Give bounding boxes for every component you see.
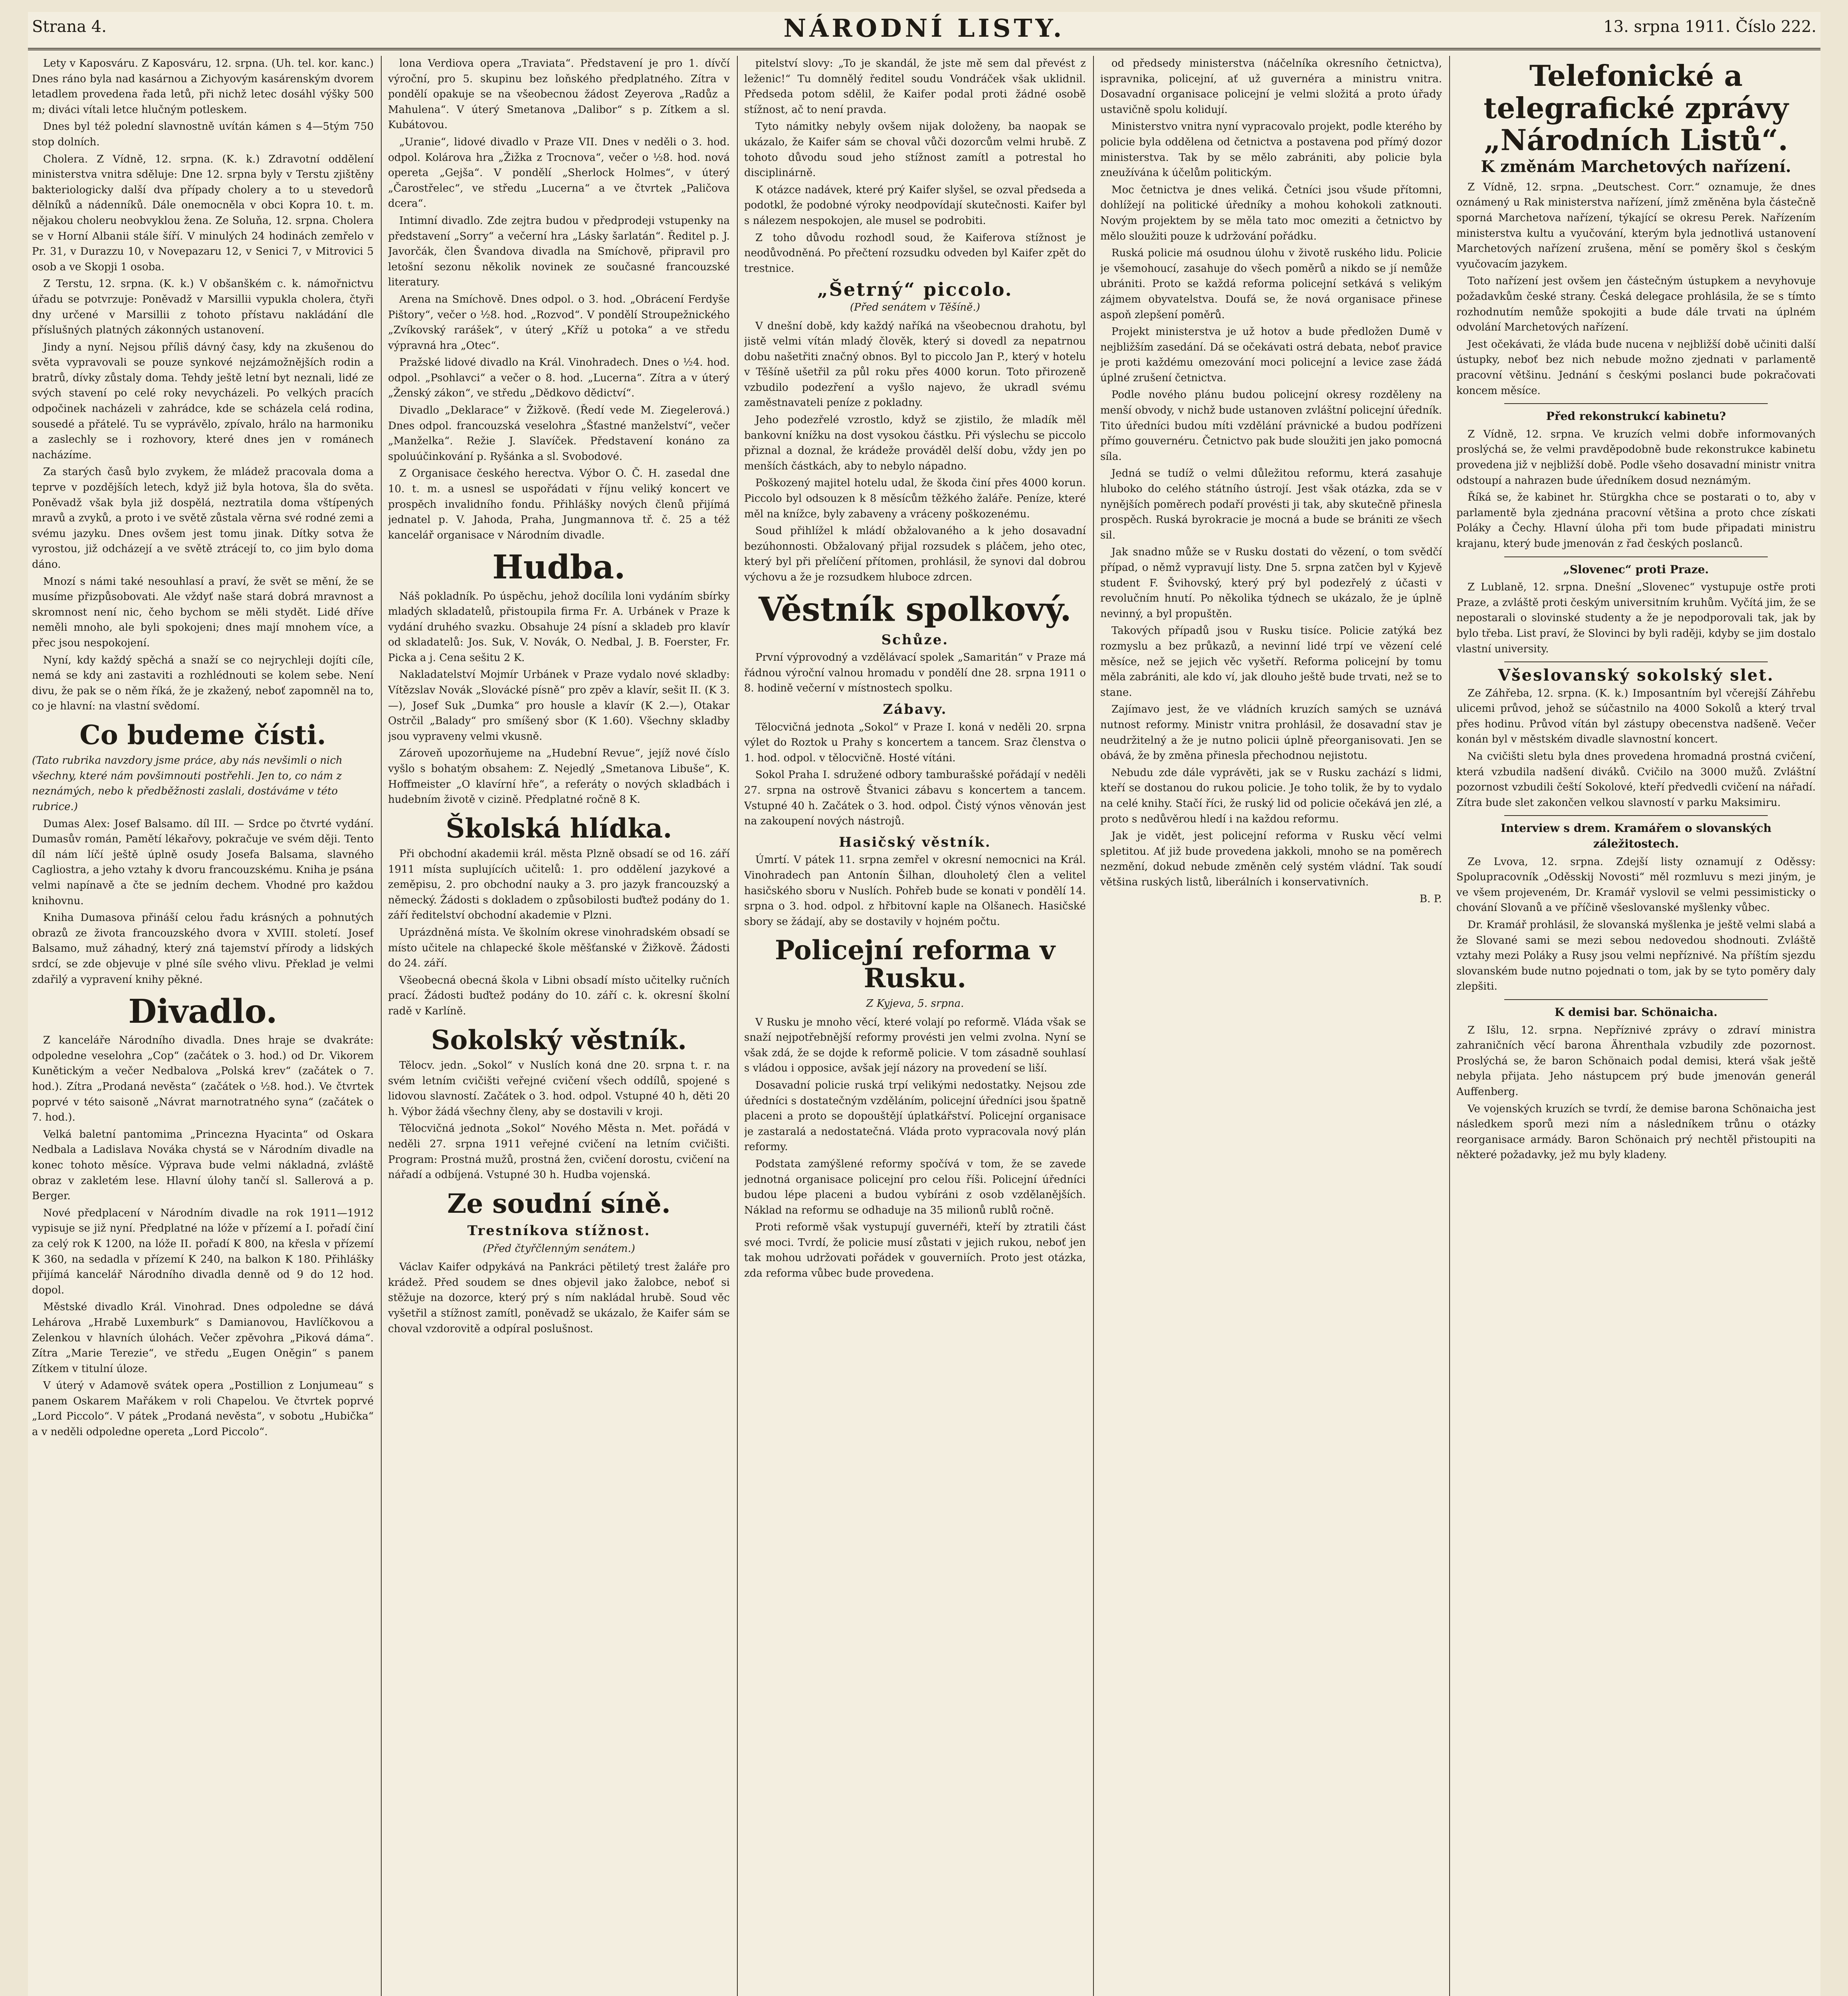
subsection-heading: Hasičský věstník.	[839, 834, 991, 850]
article-paragraph: Nebudu zde dále vyprávěti, jak se v Rusku zachází s lidmi, kteří se dostanou do rukou policie. Je toho tolik, že by to vydalo na celé knihy. Stačí říci, že ruský lid od policie očekává jen zlé, a proto s nedůvěrou hledí i na každou reformu.	[1100, 766, 1442, 825]
article-paragraph: Dnes byl též polední slavnostně uvítán kámen s 4—5tým 750 stop dolních.	[32, 121, 374, 148]
column-2	[388, 56, 730, 1996]
article-paragraph: Ze Lvova, 12. srpna. Zdejší listy oznamují z Oděssy: Spolupracovník „Oděsskij Novosti“ měl rozmluvu s mezi jiným, je ve všem projeveném, Dr. Kramář vyslovil se velmi pessimisticky o chování Slovanů a ve příčině všeslovanské myšlenky vůbec.	[1456, 855, 1816, 914]
article-paragraph: Lety v Kaposváru. Z Kaposváru, 12. srpna. (Uh. tel. kor. kanc.) Dnes ráno byla nad kasárnou a Zichyovým kasárenským dvorem letadlem provedena řada letů, při nichž letec dosáhl výšky 500 m; diváci vítali letce hlučným potleskem.	[32, 57, 374, 116]
article-paragraph: Z Terstu, 12. srpna. (K. k.) V obšanškém c. k. námořnictvu úřadu se potvrzuje: Poněvadž v Marsillii vypukla cholera, čtyři dny určené v Marsillii z tohoto přístavu nakládání dle příslušných platných zákonných ustanovení.	[32, 278, 374, 337]
article-paragraph: Z toho důvodu rozhodl soud, že Kaiferova stížnost je neodůvodněná. Po přečtení rozsudku odveden byl Kaifer zpět do trestnice.	[744, 232, 1086, 275]
article-paragraph: Kniha Dumasova přináší celou řadu krásných a pohnutých obrazů ze života francouzského dvora v XVIII. století. Josef Balsamo, muž záhadný, který zná tajemství přírody a lidských srdcí, se zde objevuje v plné síle svého vlivu. Překlad je velmi zdařilý a vypravení knihy pěkné.	[32, 912, 374, 986]
article-paragraph: Jeho podezřelé vzrostlo, když se zjistilo, že mladík měl bankovní knížku na dost vysokou částku. Při výslechu se piccolo přiznal a doznal, že krádeže prováděl delší dobu, vždy jen po menších částkách, aby to nebylo nápadno.	[744, 414, 1086, 472]
section-heading-theatre: Divadlo.	[128, 992, 277, 1031]
article-paragraph: od předsedy ministerstva (náčelníka okresního četnictva), ispravnika, policejní, ať už guvernéra a ministru vnitra. Dosavadní organisace policejní je velmi složitá a proto úřady ustavičně spolu kolidují.	[1100, 57, 1442, 116]
section-title-telegrams: Telefonické a telegrafické zprávy „Národních Listů“.	[1484, 59, 1789, 157]
section-heading-school: Školská hlídka.	[446, 812, 672, 844]
subsection-heading: Zábavy.	[883, 701, 947, 718]
section-heading-sokol: Sokolský věstník.	[431, 1024, 687, 1055]
article-paragraph: Náš pokladník. Po úspěchu, jehož docílila loni vydáním sbírky mladých skladatelů, přistoupila firma Fr. A. Urbánek v Praze k vydání druhého svazku. Obsahuje 24 písní a skladeb pro klavír od skladatelů: Jos. Suk, V. Novák, O. Nedbal, J. B. Foerster, Fr. Picka a j. Cena sešitu 2 K.	[388, 590, 730, 664]
article-paragraph: Tyto námitky nebyly ovšem nijak doloženy, ba naopak se ukázalo, že Kaifer sám se choval vůči dozorcům velmi hrubě. Z tohoto důvodu soud jeho stížnost zamítl a potrestal ho disciplinárně.	[744, 121, 1086, 179]
article-paragraph: Ve vojenských kruzích se tvrdí, že demise barona Schönaicha jest následkem sporů mezi ním a následníkem trůnu o otázky reorganisace armády. Baron Schönaich prý nechtěl přistoupiti na některé požadavky, jež mu byly kladeny.	[1456, 1103, 1816, 1161]
article-paragraph: Z kanceláře Národního divadla. Dnes hraje se dvakráte: odpoledne veselohra „Cop“ (začátek o 3. hod.) od Dr. Vikorem Kunětickým a večer Nedbalova „Polská krev“ (začátek o 7. hod.). Zítra „Prodaná nevěsta“ (začátek o ½8. hod.). Ve čtvrtek poprvé v této saisoně „Návrat marnotratného syna“ (začátek o 7. hod.).	[32, 1034, 374, 1124]
article-paragraph: Jedná se tudíž o velmi důležitou reformu, která zasahuje hluboko do celého státního ústrojí. Jest však otázka, zda se v nynějších poměrech podaří provésti ji tak, aby skutečně přinesla prospěch. Ruská byrokracie je mocná a bude se brániti ze všech sil.	[1100, 467, 1442, 541]
page-number: Strana 4.	[32, 18, 107, 36]
article-paragraph: Všeobecná obecná škola v Libni obsadí místo učitelky ručních prací. Žádosti buďtež podány do 10. září c. k. okresní školní radě v Karlíně.	[388, 974, 730, 1018]
article-title: Všeslovanský sokolský slet.	[1498, 666, 1774, 685]
article-paragraph: Dosavadní policie ruská trpí velikými nedostatky. Nejsou zde úředníci s dostatečným vzděláním, policejní úředníci jsou špatně placeni a proto se dopouštějí úplatkářství. Policejní organisace je zastaralá a nedostatečná. Vláda proto vypracovala nový plán reformy.	[744, 1079, 1086, 1153]
column-rule	[1449, 56, 1450, 1996]
article-paragraph: Z Vídně, 12. srpna. Ve kruzích velmi dobře informovaných proslýchá se, že velmi pravděpodobně bude rekonstrukce kabinetu provedena již v nejbližší době. Podle všeho dosavadní ministr vnitra odstoupí a nahrazen bude úředníkem dosud neznámým.	[1456, 428, 1816, 487]
article-paragraph: Jest očekávati, že vláda bude nucena v nejbližší době učiniti další ústupky, neboť bez nich nebude možno zjednati v parlamentě pracovní většinu. Jednání s českými poslanci bude pokračovati koncem měsíce.	[1456, 338, 1816, 397]
date-and-issue: 13. srpna 1911. Číslo 222.	[1603, 18, 1816, 36]
article-title: K změnám Marchetových nařízení.	[1481, 157, 1791, 176]
subsection-heading: Schůze.	[881, 632, 949, 648]
article-paragraph: Při obchodní akademii král. města Plzně obsadí se od 16. září 1911 místa suplujících učitelů: 1. pro oddělení jazykové a zeměpisu, 2. pro obchodní nauky a 3. pro jazyk francouzský a německý. Žádosti s dokladem o způsobilosti buďtež podány do 1. září ředitelství obchodní akademie v Plzni.	[388, 848, 730, 922]
article-paragraph: Ministerstvo vnitra nyní vypracovalo projekt, podle kterého by policie byla oddělena od četnictva a postavena pod přímý dozor ministerstva. Tak by se mělo zabrániti, aby policie byla zneužívána k účelům politickým.	[1100, 121, 1442, 179]
article-paragraph: Jindy a nyní. Nejsou příliš dávný časy, kdy na zkušenou do světa vypravovali se pouze synkové nejzámožnějších rodin a bratrů, dívky zůstaly doma. Tehdy ještě letní byt neznali, lidé ze svých stavení po celé roky nevycházeli. Po velkých pracích odpočinek nacházeli v zahrádce, kde se scházela celá rodina, sousedé a přátelé. Tu se vyprávělo, zpívalo, hrálo na harmoniku a zaslechly se i rozhovory, které dnes jen v románech nacházíme.	[32, 341, 374, 461]
column-rule	[1093, 56, 1094, 1996]
column-3	[744, 56, 1086, 1996]
divider	[1504, 556, 1768, 557]
article-paragraph: Tělocvičná jednota „Sokol“ v Praze I. koná v neděli 20. srpna výlet do Roztok u Prahy s koncertem a tancem. Sraz členstva o 1. hod. odpol. v tělocvičně. Hosté vítáni.	[744, 721, 1086, 764]
article-title: „Šetrný“ piccolo.	[817, 279, 1013, 301]
article-paragraph: Mnozí s námi také nesouhlasí a praví, že svět se mění, že se musíme přizpůsobovati. Ale vždyť naše stará dobrá mravnost a skromnost není nic, čeho bychom se měli stydět. Lidé dříve neměli mnoho, ale byli spokojeni; dnes mají mnohem více, a přec jsou nespokojení.	[32, 575, 374, 649]
article-subtitle: (Před senátem v Těšíně.)	[850, 301, 980, 313]
column-5	[1456, 56, 1816, 1996]
article-paragraph: Toto nařízení jest ovšem jen částečným ústupkem a nevyhovuje požadavkům české strany. Česká delegace prohlásila, že se s tímto rozhodnutím nemůže spokojiti a bude dále trvati na úplném odvolání Marchetových nařízení.	[1456, 275, 1816, 334]
newspaper-page	[28, 12, 1820, 1996]
article-paragraph: Tělocvičná jednota „Sokol“ Nového Města n. Met. pořádá v neděli 27. srpna 1911 veřejné cvičení na letním cvičišti. Program: Prostná mužů, prostná žen, cvičení dorostu, cvičení na nářadí a odbíjená. Vstupné 30 h. Hudba vojenská.	[388, 1123, 730, 1181]
divider	[1504, 661, 1768, 662]
article-paragraph: Dumas Alex: Josef Balsamo. díl III. — Srdce po čtvrté vydání. Dumasův román, Pamětí lékařovy, pokračuje ve svém ději. Tento díl nám líčí ještě úplně osudy Josefa Balsama, slavného Cagliostra, a jeho vztahy k dvoru francouzskému. Kniha je psána velmi napínavě a čte se jedním dechem. Vhodné pro každou knihovnu.	[32, 818, 374, 907]
article-paragraph: Moc četnictva je dnes veliká. Četníci jsou všude přítomni, dohlížejí na politické úředníky a mohou kohokoli zatknouti. Novým projektem by se měla tato moc omeziti a četnictvo by mělo sloužiti pouze k udržování pořádku.	[1100, 184, 1442, 242]
article-paragraph: Proti reformě však vystupují guvernéři, kteří by ztratili část své moci. Tvrdí, že policie musí zůstati v jejich rukou, neboť jen tak mohou udržovati pořádek v gouverniích. Proto jest otázka, zda reforma vůbec bude provedena.	[744, 1221, 1086, 1280]
article-paragraph: Městské divadlo Král. Vinohrad. Dnes odpoledne se dává Lehárova „Hrabě Luxemburk“ s Damianovou, Havlíčkovou a Zelenkou v hlavních úlohách. Večer zpěvohra „Piková dáma“. Zítra „Marie Terezie“, ve středu „Eugen Oněgin“ s panem Zítkem v titulní úloze.	[32, 1301, 374, 1375]
article-paragraph: Zároveň upozorňujeme na „Hudební Revue“, jejíž nové číslo vyšlo s bohatým obsahem: Z. Nejedlý „Smetanova Libuše“, K. Hoffmeister „O klavírní hře“, a referáty o nových skladbách i hudebním životě v cizině. Předplatné ročně 8 K.	[388, 747, 730, 806]
article-paragraph: Václav Kaifer odpykává na Pankráci pětiletý trest žaláře pro krádež. Před soudem se dnes objevil jako žalobce, neboť si stěžuje na dozorce, který prý s ním nakládal hrubě. Soud věc vyšetřil a stížnost zamítl, poněvadž se ukázalo, že Kaifer sám se choval vzdorovitě a odpíral poslušnost.	[388, 1261, 730, 1335]
article-paragraph: Za starých časů bylo zvykem, že mládež pracovala doma a teprve v pozdějších letech, když již byla hotova, šla do světa. Poněvadž však byla již dospělá, neztratila doma vštípených mravů a zvyků, a proto i ve světě zůstala věrna své rodné zemi a svému jazyku. Dnes ovšem jest tomu jinak. Dítky sotva že vyrostou, již odcházejí a ve světě ztrácejí to, co jim bylo doma dáno.	[32, 466, 374, 570]
article-paragraph: Uprázdněná místa. Ve školním okrese vinohradském obsadí se místo učitele na chlapecké škole měšťanské v Žižkově. Žádosti do 24. září.	[388, 927, 730, 970]
article-paragraph: K otázce nadávek, které prý Kaifer slyšel, se ozval předseda a podotkl, že podobné výroky neodpovídají skutečnosti. Kaifer byl s nálezem nespokojen, ale musel se podrobiti.	[744, 184, 1086, 227]
article-paragraph: Ze Záhřeba, 12. srpna. (K. k.) Imposantním byl včerejší Záhřebu ulicemi průvod, jehož se súčastnilo na 4000 Sokolů a který trval přes hodinu. Průvod vítán byl zástupy obecenstva nadšeně. Večer konán byl v městském divadle slavnostní koncert.	[1456, 687, 1816, 746]
article-paragraph: Intimní divadlo. Zde zejtra budou v předprodeji vstupenky na představení „Sorry“ a večerní hra „Lásky šarlatán“. Ředitel p. J. Javorčák, člen Švandova divadla na Smíchově, připravil pro letošní sezonu několik novinek ze současné francouzské literatury.	[388, 214, 730, 289]
article-paragraph: Cholera. Z Vídně, 12. srpna. (K. k.) Zdravotní oddělení ministerstva vnitra sděluje: Dne 12. srpna byly v Terstu zjištěny bakteriologicky další dva případy cholery a to u stevedorů dělníků a nádenníků. Dále onemocněla v obci Kopra 10. t. m. nějakou choleru neobvyklou žena. Ze Soluňa, 12. srpna. Cholera se v Horní Albanii stále šíří. V minulých 24 hodinách zemřelo v Pr. 31, v Durazzu 10, v Novepazaru 12, v Senici 7, v Mitrovici 5 osob a ve Skopji 1 osoba.	[32, 153, 374, 273]
article-title: Před rekonstrukcí kabinetu?	[1546, 410, 1726, 423]
section-heading-associations: Věstník spolkový.	[759, 590, 1072, 629]
section-heading-police-reform: Policejní reforma v Rusku.	[775, 935, 1055, 994]
article-paragraph: Na cvičišti sletu byla dnes provedena hromadná prostná cvičení, která vzbudila nadšení diváků. Cvičilo na 3000 mužů. Zvláštní pozornost vzbudili čeští Sokolové, kteří předvedli cvičení na nářadí. Zítra bude slet zakončen velkou slavností v parku Maksimiru.	[1456, 750, 1816, 809]
article-paragraph: Nakladatelství Mojmír Urbánek v Praze vydalo nové skladby: Vítězslav Novák „Slovácké písně“ pro zpěv a klavír, sešit II. (K 3.—), Josef Suk „Dumka“ pro housle a klavír (K 2.—), Otakar Ostrčil „Balady“ pro smíšený sbor (K 1.60). Všechny skladby jsou vypraveny velmi vkusně.	[388, 669, 730, 743]
article-paragraph: Podle nového plánu budou policejní okresy rozděleny na menší obvody, v nichž bude ustanoven zvláštní policejní úředník. Tito úředníci budou míti vzdělání právnické a budou podřízeni přímo gouvernéru. Četnictvo pak bude sloužiti jen jako pomocná síla.	[1100, 389, 1442, 463]
article-paragraph: Projekt ministerstva je už hotov a bude předložen Dumě v nejbližším zasedání. Dá se očekávati ostrá debata, neboť pravice je proti každému omezování moci policejní a levice zase žádá úplné zrušení četnictva.	[1100, 326, 1442, 384]
article-subtitle: (Před čtyřčlenným senátem.)	[483, 1242, 635, 1255]
masthead-title: NÁRODNÍ LISTY.	[783, 14, 1065, 43]
divider	[1504, 999, 1768, 1000]
article-paragraph: Sokol Praha I. sdružené odbory tamburašské pořádají v neděli 27. srpna na ostrově Štvanici zábavu s koncertem a tancem. Vstupné 40 h. Začátek o 3. hod. odpol. Čistý výnos věnován jest na zakoupení nových nástrojů.	[744, 769, 1086, 828]
article-title: K demisi bar. Schönaicha.	[1554, 1005, 1718, 1019]
article-paragraph: Nové předplacení v Národním divadle na rok 1911—1912 vypisuje se již nyní. Předplatné na lóže v přízemí a I. pořadí činí za celý rok K 1200, na lóže II. pořadí K 800, na křesla v přízemí K 360, na sedadla v přízemí K 240, na balkon K 180. Přihlášky přijímá kancelář Národního divadla denně od 9 do 12 hod. dopol.	[32, 1207, 374, 1296]
article-paragraph: Ruská policie má osudnou úlohu v životě ruského lidu. Policie je všemohoucí, zasahuje do všech poměrů a nikdo se jí nemůže ubrániti. Proto se každá reforma policejní setkává s velikým zájmem obyvatelstva. Doufá se, že nová organisace přinese aspoň zlepšení poměrů.	[1100, 247, 1442, 321]
article-paragraph: Pražské lidové divadlo na Král. Vinohradech. Dnes o ½4. hod. odpol. „Psohlavci“ a večer o 8. hod. „Lucerna“. Zítra a v úterý „Ženský zákon“, ve středu „Dědkovo dědictví“.	[388, 356, 730, 400]
article-paragraph: Úmrtí. V pátek 11. srpna zemřel v okresní nemocnici na Král. Vinohradech pan Antonín Šilhan, dlouholetý člen a velitel hasičského sboru v Nuslích. Pohřeb bude se konati v pondělí 14. srpna o 3. hod. odpol. z hřbitovní kaple na Olšanech. Hasičské sbory se žádají, aby se dostavily v hojném počtu.	[744, 854, 1086, 928]
article-paragraph: Soud přihlížel k mládí obžalovaného a k jeho dosavadní bezúhonnosti. Obžalovaný přijal rozsudek s pláčem, jeho otec, který byl při přelíčení přítomen, prohlásil, že synovi dal dobrou výchovu a že je rozsudkem hluboce zdrcen.	[744, 525, 1086, 583]
column-1	[32, 56, 374, 1996]
author-signature: B. P.	[1419, 893, 1442, 905]
article-paragraph: pitelství slovy: „To je skandál, že jste mě sem dal převést z leženic!“ Tu domnělý ředitel soudu Vondráček však uklidnil. Předseda potom sdělil, že Kaifer podal proti žádné osobě stížnost, ač to není pravda.	[744, 57, 1086, 116]
article-paragraph: Tělocv. jedn. „Sokol“ v Nuslích koná dne 20. srpna t. r. na svém letním cvičišti veřejné cvičení všech oddílů, spojené s lidovou slavností. Začátek o 3. hod. odpol. Vstupné 40 h, děti 20 h. Výbor žádá všechny členy, aby se dostavili v kroji.	[388, 1059, 730, 1118]
article-paragraph: lona Verdiova opera „Traviata“. Představení je pro 1. dívčí výroční, pro 5. skupinu bez loňského předplatného. Zítra v pondělí opakuje se na všeobecnou žádost Zeyerova „Radůz a Mahulena“. V úterý Smetanova „Dalibor“ s p. Zítkem a sl. Kubátovou.	[388, 57, 730, 131]
article-paragraph: Z Išlu, 12. srpna. Nepříznivé zprávy o zdraví ministra zahraničních věcí barona Ährenthala vzbudily zde pozornost. Proslýchá se, že baron Schönaich podal demisi, která však ještě nebyla přijata. Jeho nástupcem prý bude jmenován generál Auffenberg.	[1456, 1024, 1816, 1098]
article-paragraph: Nyní, kdy každý spěchá a snaží se co nejrychleji dojíti cíle, nemá se kdy ani zastaviti a rozhlédnouti se kolem sebe. Není divu, že pak se o něm říká, že je zkažený, neboť zapomněl na to, co je hlavní: na vlastní svědomí.	[32, 654, 374, 713]
article-paragraph: Poškozený majitel hotelu udal, že škoda činí přes 4000 korun. Piccolo byl odsouzen k 8 měsícům těžkého žaláře. Peníze, které měl na knížce, byly zabaveny a vráceny poškozenému.	[744, 477, 1086, 520]
article-title: „Slovenec“ proti Praze.	[1563, 562, 1709, 576]
article-paragraph: Z Vídně, 12. srpna. „Deutschest. Corr.“ oznamuje, že dnes oznámený u Rak ministerstva nařízení, jímž změněna byla částečně sporná Marchetova nařízení, týkající se okresu Perek. Nařízením ministerstva kultu a vyučování, kterým byla jednotlivá ustanovení Marchetových nařízení zrušena, mění se poměry škol s českým vyučovacím jazykem.	[1456, 181, 1816, 270]
column-rule	[737, 56, 738, 1996]
article-paragraph: „Uranie“, lidové divadlo v Praze VII. Dnes v neděli o 3. hod. odpol. Kolárova hra „Žižka z Trocnova“, večer o ½8. hod. nová opereta „Gejša“. V pondělí „Sherlock Holmes“, v úterý „Čarostřelec“, ve středu „Lucerna“ a ve čtvrtek „Paličova dcera“.	[388, 136, 730, 210]
article-paragraph: Zajímavo jest, že ve vládních kruzích samých se uznává nutnost reformy. Ministr vnitra prohlásil, že dosavadní stav je neudržitelný a že je nutno policii úplně přeorganisovati. Jen se obává, že by změna přinesla přechodnou nejistotu.	[1100, 703, 1442, 762]
article-title: Interview s drem. Kramářem o slovanských záležitostech.	[1500, 822, 1772, 851]
article-paragraph: Arena na Smíchově. Dnes odpol. o 3. hod. „Obrácení Ferdyše Pištory“, večer o ½8. hod. „Rozvod“. V pondělí Stroupežnického „Zvíkovský rarášek“, v úterý „Kříž u potoka“ a ve středu výpravná hra „Otec“.	[388, 293, 730, 352]
article-paragraph: Říká se, že kabinet hr. Stürgkha chce se postarati o to, aby v parlamentě byla zjednána pracovní většina a proto chce získati Poláky a Čechy. Hlavní úloha při tom bude připadati ministru krajanu, který bude jmenován z řad českých poslanců.	[1456, 491, 1816, 550]
article-paragraph: Takových případů jsou v Rusku tisíce. Policie zatýká bez rozmyslu a bez průkazů, a nevinní lidé trpí ve vězení celé měsíce, než se jejich věc vyšetří. Reforma policejní by tomu měla zabrániti, ale kdo ví, jak dlouho ještě bude trvati, než se to stane.	[1100, 625, 1442, 699]
divider	[1504, 815, 1768, 816]
article-paragraph: Divadlo „Deklarace“ v Žižkově. (Ředí vede M. Ziegelerová.) Dnes odpol. francouzská veselohra „Šťastné manželství“, večer „Manželka“. Režie J. Slavíček. Představení konáno za spoluúčinkování p. Ryšánka a sl. Svobodové.	[388, 404, 730, 463]
column-4	[1100, 56, 1442, 1996]
section-heading-court: Ze soudní síně.	[447, 1188, 671, 1219]
article-paragraph: V Rusku je mnoho věcí, které volají po reformě. Vláda však se snaží nejpotřebnější reformy provésti jen velmi zvolna. Nyní se však zdá, že se dojde k reformě policie. V tom zásadně souhlasí s vládou i opposice, avšak její názory na provedení se liší.	[744, 1016, 1086, 1075]
article-paragraph: Podstata zamýšlené reformy spočívá v tom, že se zavede jednotná organisace policejní pro celou říši. Policejní úředníci budou lépe placeni a budou vybíráni z osob vzdělanějších. Náklad na reformu se odhaduje na 35 milionů rublů ročně.	[744, 1158, 1086, 1216]
section-heading-reading: Co budeme čísti.	[79, 719, 326, 750]
article-dateline: Z Kyjeva, 5. srpna.	[866, 997, 964, 1010]
article-paragraph: Jak snadno může se v Rusku dostati do vězení, o tom svědčí případ, o němž vypravují listy. Dne 5. srpna zatčen byl v Kyjevě student F. Švihovský, který prý byl podezřelý z účasti v revolučním hnutí. Po několika týdnech se ukázalo, že je úplně nevinný, a byl propuštěn.	[1100, 546, 1442, 620]
divider	[1504, 403, 1768, 404]
article-paragraph: V dnešní době, kdy každý naříká na všeobecnou drahotu, byl jistě velmi vítán mladý člověk, který si dovedl za nepatrnou dobu našetřiti značný obnos. Byl to piccolo Jan P., který v hotelu v Těšíně ušetřil za půl roku přes 4000 korun. Toto přirozeně vzbudilo podezření a vyšlo najevo, že ukradl svému zaměstnavateli peníze z pokladny.	[744, 320, 1086, 409]
article-paragraph: Z Lublaně, 12. srpna. Dnešní „Slovenec“ vystupuje ostře proti Praze, a zvláště proti českým universitním kruhům. Vyčítá jim, že se nepostarali o slovinské studenty a že je nepodporovali tak, jak by bylo třeba. List praví, že Slovinci by byli raději, kdyby se jim dostalo vlastní university.	[1456, 581, 1816, 655]
article-paragraph: Dr. Kramář prohlásil, že slovanská myšlenka je ještě velmi slabá a že Slované sami se mezi sebou nedovedou shodnouti. Zvláště vztahy mezi Poláky a Rusy jsou velmi nepříznivé. Na příštím sjezdu slovanském bude nutno pojednati o tom, jak by se tyto poměry daly zlepšiti.	[1456, 919, 1816, 993]
article-paragraph: Velká baletní pantomima „Princezna Hyacinta“ od Oskara Nedbala a Ladislava Nováka chystá se v Národním divadle na konec tohoto měsíce. Výprava bude velmi nákladná, zvláště obraz v zakletém lese. Hlavní úlohy tančí sl. Sallerová a p. Berger.	[32, 1128, 374, 1202]
section-heading-music: Hudba.	[492, 548, 626, 587]
article-title: Trestníkova stížnost.	[467, 1222, 651, 1239]
article-paragraph: V úterý v Adamově svátek opera „Postillion z Lonjumeau“ s panem Oskarem Mařákem v roli Chapelou. Ve čtvrtek poprvé „Lord Piccolo“. V pátek „Prodaná nevěsta“, v sobotu „Hubička“ a v neděli odpoledne opereta „Lord Piccolo“.	[32, 1380, 374, 1438]
article-paragraph: Jak je vidět, jest policejní reforma v Rusku věcí velmi spletitou. Ať již bude provedena jakkoli, mnoho se na poměrech nezmění, dokud nebude změněn celý systém vládní. Tak soudí většina ruských listů, liberálních i konservativních.	[1100, 830, 1442, 888]
rubric-note: (Tato rubrika navzdory jsme práce, aby nás nevšimli o nich všechny, které nám povšimnouti postřehli. Jen to, co nám z neznámých, nebo k předběžnosti zaslali, dostáváme v této rubrice.)	[32, 754, 343, 813]
page-header	[28, 12, 1820, 50]
article-paragraph: První výprovodný a vzdělávací spolek „Samaritán“ v Praze má řádnou výroční valnou hromadu v pondělí dne 28. srpna 1911 o 8. hodině večerní v místnostech spolku.	[744, 651, 1086, 695]
column-rule	[381, 56, 382, 1996]
article-paragraph: Z Organisace českého herectva. Výbor O. Č. H. zasedal dne 10. t. m. a usnesl se uspořádati v říjnu veliký koncert ve prospěch invalidního fondu. Přihlášky nových členů přijímá jednatel p. V. Jahoda, Praha, Jungmannova tř. č. 25 a též kancelář organisace v Národním divadle.	[388, 467, 730, 541]
